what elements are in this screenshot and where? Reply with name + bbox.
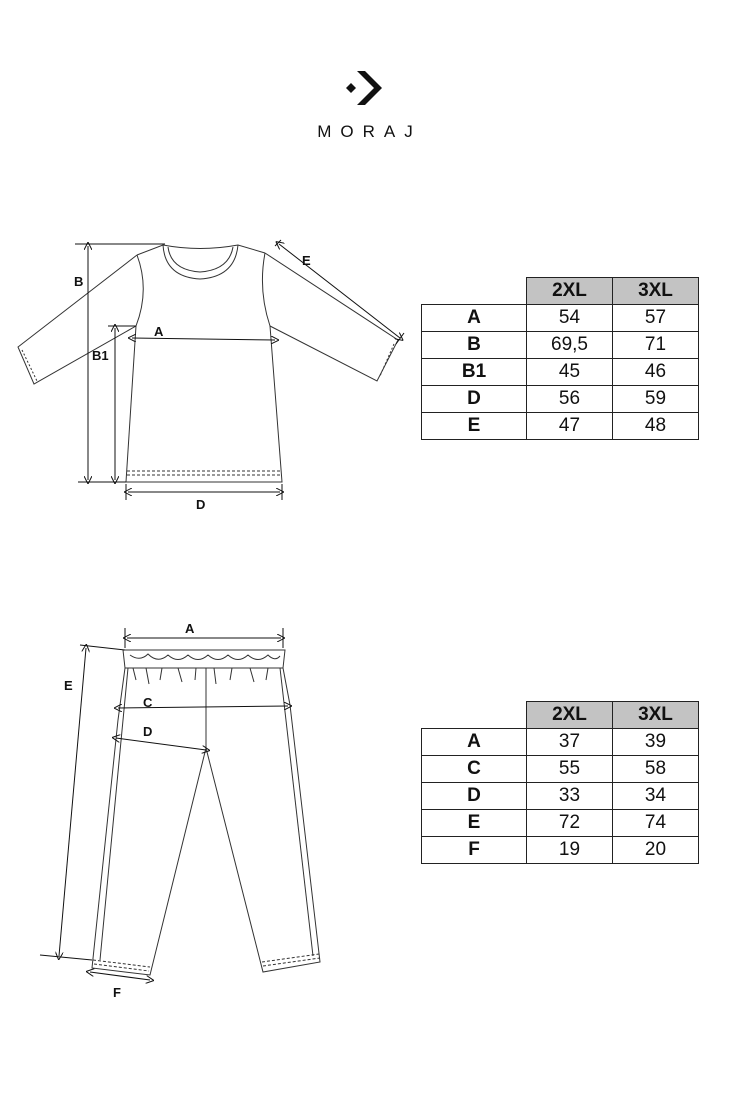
table-header-row [422,702,699,729]
measure-value: 48 [613,413,699,440]
trousers-label-d: D [143,724,153,739]
measure-value: 55 [527,756,613,783]
brand-name: MORAJ [317,122,422,141]
table-row [422,332,699,359]
measure-label: F [422,837,527,864]
measure-value: 74 [613,810,699,837]
table-row [422,359,699,386]
trousers-size-table [421,701,699,864]
measure-value: 69,5 [527,332,613,359]
shirt-label-e: E [302,253,311,268]
table-row [422,729,699,756]
table-row [422,810,699,837]
measure-label: A [422,729,527,756]
table-row [422,783,699,810]
measure-label: D [422,783,527,810]
table-corner [422,278,527,305]
measure-label: D [422,386,527,413]
measure-value: 33 [527,783,613,810]
measure-label: B [422,332,527,359]
size-header: 3XL [613,702,699,729]
measure-value: 34 [613,783,699,810]
trousers-label-e: E [64,678,73,693]
measure-value: 59 [613,386,699,413]
measure-label: E [422,810,527,837]
measure-value: 58 [613,756,699,783]
measure-label: C [422,756,527,783]
measure-value: 47 [527,413,613,440]
shirt-drawing [0,230,420,520]
measure-label: B1 [422,359,527,386]
measure-value: 72 [527,810,613,837]
table-corner [422,702,527,729]
shirt-label-b: B [74,274,84,289]
shirt-label-a: A [154,324,164,339]
measure-value: 71 [613,332,699,359]
measure-value: 46 [613,359,699,386]
table-row [422,386,699,413]
table-row [422,305,699,332]
measure-value: 45 [527,359,613,386]
measure-label: A [422,305,527,332]
moraj-logo-icon [343,68,387,108]
shirt-label-d: D [196,497,206,512]
table-row [422,756,699,783]
measure-value: 20 [613,837,699,864]
table-header-row [422,278,699,305]
shirt-size-table [421,277,699,440]
shirt-label-b1: B1 [92,348,109,363]
brand-logo [0,68,730,142]
size-header: 2XL [527,702,613,729]
trousers-label-a: A [185,621,195,636]
trousers-label-c: C [143,695,153,710]
measure-value: 19 [527,837,613,864]
measure-label: E [422,413,527,440]
table-row [422,837,699,864]
size-header: 3XL [613,278,699,305]
table-row [422,413,699,440]
measure-value: 57 [613,305,699,332]
trousers-label-f: F [113,985,121,1000]
size-header: 2XL [527,278,613,305]
measure-value: 39 [613,729,699,756]
trousers-drawing [0,610,420,1010]
measure-value: 54 [527,305,613,332]
measure-value: 56 [527,386,613,413]
measure-value: 37 [527,729,613,756]
